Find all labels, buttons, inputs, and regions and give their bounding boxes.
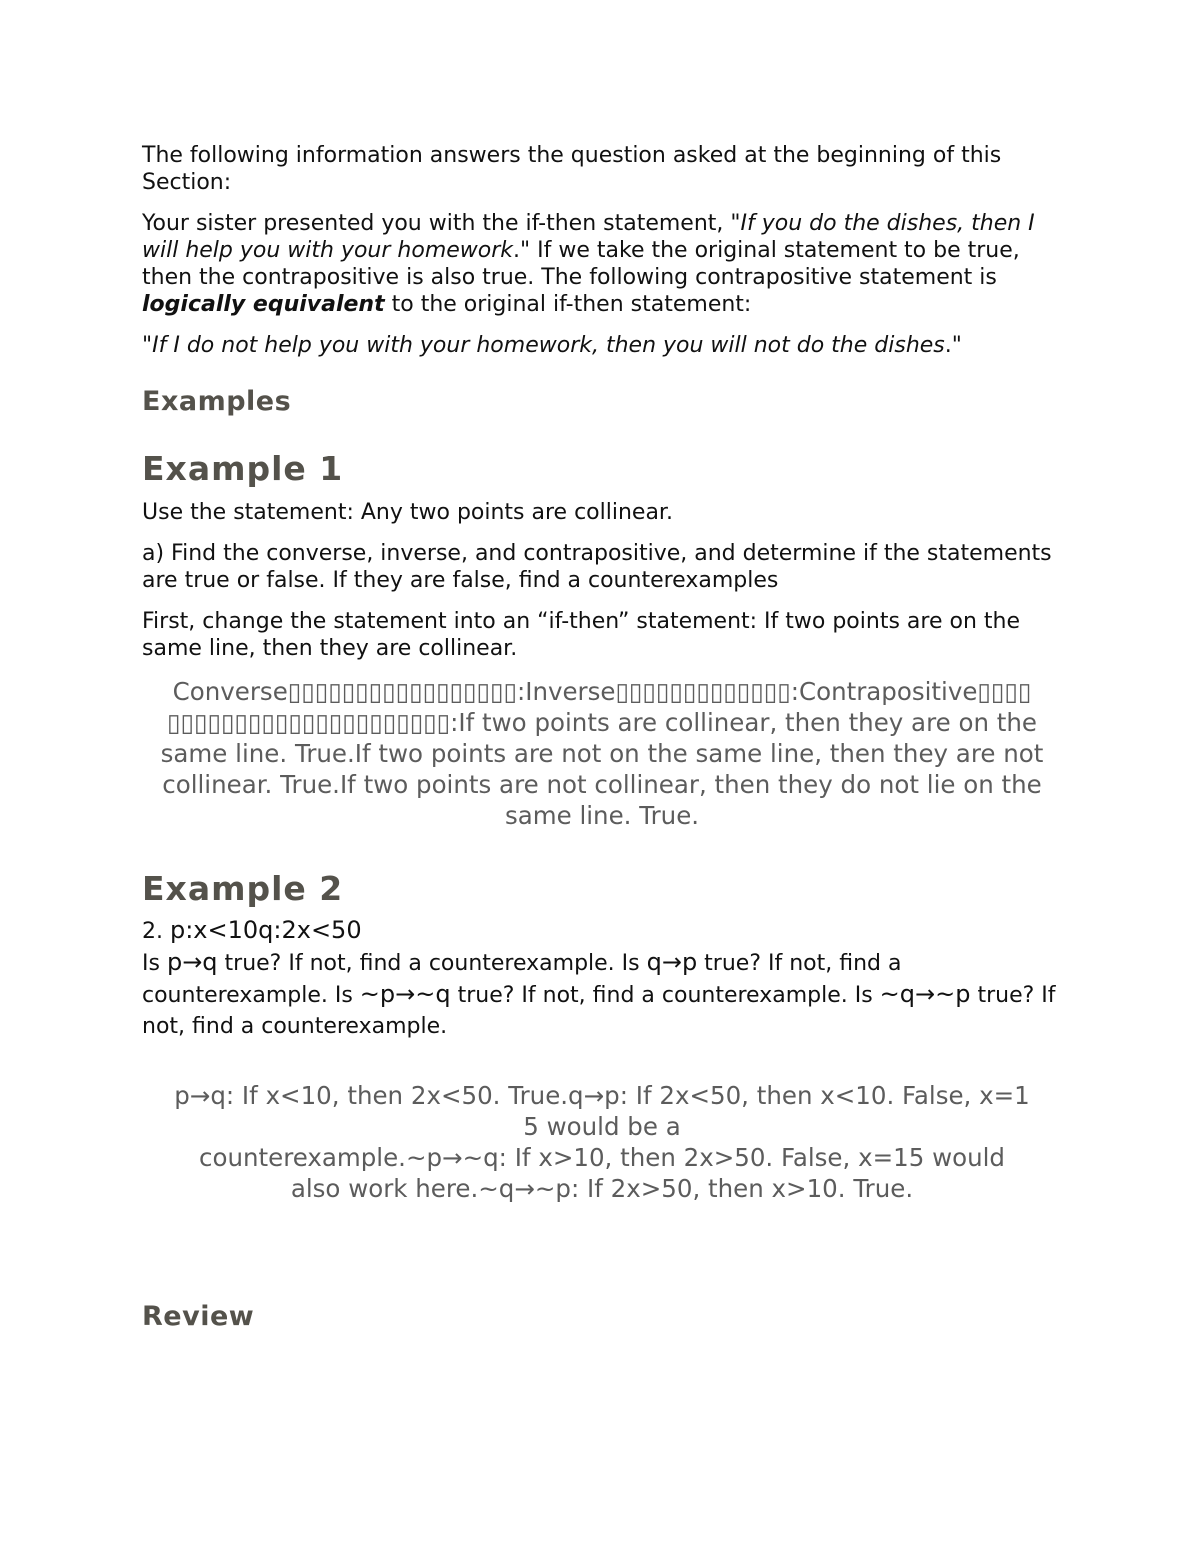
symbol-q-implies-p: q→p — [646, 948, 698, 976]
original-statement: If you do the dishes, then I will help you with your homework — [142, 211, 1035, 263]
text-run: Your sister presented you with the if-then statement, " — [142, 211, 741, 236]
contrapositive-statement: If I do not help you with your homework, then you will not do the dishes — [152, 333, 945, 358]
symbol-not-q-implies-not-p: ~q→~p — [879, 980, 971, 1008]
item-number: 2. — [142, 919, 170, 944]
contrapositive-quote — [142, 332, 1062, 359]
text-run: true? If not, find a counterexample. — [142, 983, 1056, 1039]
text-run: ." — [944, 333, 962, 358]
example-1-if-then: First, change the statement into an “if-then” statement: If two points are on the same line, then they are collinear. — [142, 609, 1020, 661]
example-2-questions — [142, 947, 1062, 1042]
answer-line: also work here.~q→~p: If 2x>50, then x>10. True. — [290, 1174, 914, 1203]
answer-line: counterexample.~p→~q: If x>10, then 2x>50. False, x=15 would — [199, 1143, 1005, 1172]
intro-paragraph: The following information answers the question asked at the beginning of this Section: — [142, 143, 1002, 195]
answer-text: ▯▯▯▯▯▯▯▯▯▯▯▯▯▯▯▯▯▯▯▯▯:If two points are collinear, then they are on the same line. True.If two points are not on the same line, then they are not collinear. True.If two points are not collinear, then they do not lie on the same line. True. — [160, 708, 1044, 830]
logically-equivalent-term: logically equivalent — [142, 292, 385, 317]
text-run: true? If not, find a counterexample. Is — [142, 951, 902, 1008]
example-1-answer — [142, 676, 1062, 831]
example-1-question: a) Find the converse, inverse, and contrapositive, and determine if the statements are true or false. If they are false, find a counterexamples — [142, 541, 1052, 593]
text-run: true? If not, find a counterexample. Is — [450, 983, 880, 1008]
page-content — [142, 142, 1062, 1334]
answer-line: Converse▯▯▯▯▯▯▯▯▯▯▯▯▯▯▯▯▯:Inverse▯▯▯▯▯▯▯▯▯▯▯▯▯:Contrapositive▯▯▯▯ — [172, 677, 1032, 706]
sister-statement-paragraph — [142, 210, 1062, 318]
answer-line: 5 would be a — [523, 1112, 681, 1141]
example-2-heading: Example 2 — [142, 869, 344, 908]
answer-line: p→q: If x<10, then 2x<50. True.q→p: If 2x<50, then x<10. False, x=1 — [174, 1081, 1030, 1110]
example-2-answer — [142, 1080, 1062, 1204]
example-2-given — [142, 915, 1062, 947]
example-1-statement: Use the statement: Any two points are collinear. — [142, 500, 673, 525]
symbol-p-implies-q: p→q — [166, 948, 218, 976]
text-run: true? If not, find a counterexample. Is — [217, 951, 647, 976]
text-run: ." If we take the original statement to be true, then the contrapositive is also true. The following contrapositive statement is — [142, 238, 1020, 290]
examples-heading: Examples — [142, 386, 292, 417]
example-1-heading: Example 1 — [142, 449, 344, 488]
text-run: to the original if-then statement: — [384, 292, 752, 317]
text-run: Is — [142, 951, 167, 976]
text-run: " — [142, 333, 153, 358]
given-statements: p:x<10q:2x<50 — [169, 916, 362, 944]
review-heading: Review — [142, 1301, 255, 1332]
symbol-not-p-implies-not-q: ~p→~q — [359, 980, 451, 1008]
